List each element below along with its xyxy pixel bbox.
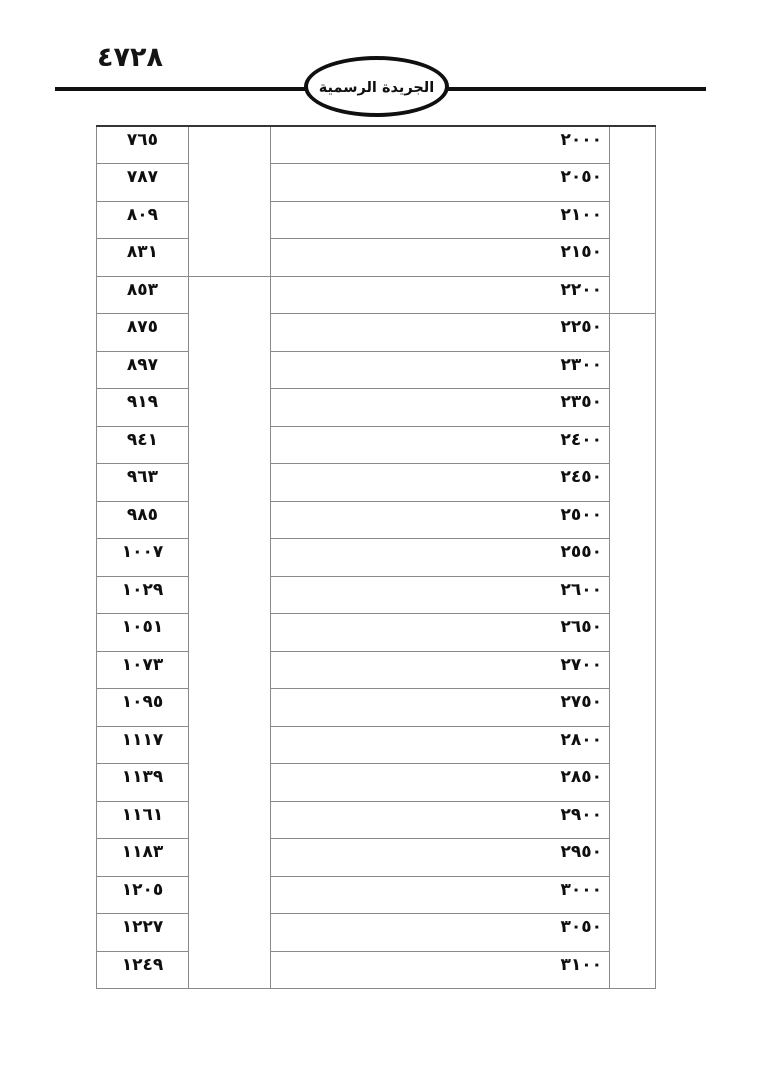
table-row: [97, 351, 656, 389]
left-value-cell: ١٠٩٥: [97, 689, 189, 727]
right-value-cell: ٢٣٥٠: [271, 389, 610, 427]
right-value-cell: ٢٥٥٠: [271, 539, 610, 577]
right-value-cell: ٢٢٥٠: [271, 314, 610, 352]
table-row: [97, 876, 656, 914]
left-value-cell: ٨٥٣: [97, 276, 189, 314]
table-row: [97, 201, 656, 239]
table-row: [97, 689, 656, 727]
left-value-cell: ٩١٩: [97, 389, 189, 427]
table-row: [97, 839, 656, 877]
right-value-cell: ٢٤٥٠: [271, 464, 610, 502]
left-value-cell: ١٢٢٧: [97, 914, 189, 952]
left-value-cell: ١٢٠٥: [97, 876, 189, 914]
values-table-body: [97, 126, 656, 989]
table-row: [97, 464, 656, 502]
left-value-cell: ٩٨٥: [97, 501, 189, 539]
table-row: [97, 164, 656, 202]
table-row: [97, 651, 656, 689]
page-number: ٤٧٢٨: [97, 42, 163, 73]
table-row: [97, 239, 656, 277]
left-value-cell: ١١٣٩: [97, 764, 189, 802]
left-value-cell: ٩٤١: [97, 426, 189, 464]
table-row: [97, 576, 656, 614]
table-row: [97, 726, 656, 764]
left-value-cell: ٨٧٥: [97, 314, 189, 352]
right-value-cell: ٢٠٠٠: [271, 126, 610, 164]
right-value-cell: ٢٨٥٠: [271, 764, 610, 802]
table-row: [97, 614, 656, 652]
table-row: [97, 501, 656, 539]
gazette-title: الجريدة الرسمية: [318, 80, 435, 96]
left-value-cell: ٨٣١: [97, 239, 189, 277]
right-value-cell: ٢٤٠٠: [271, 426, 610, 464]
left-value-cell: ٧٨٧: [97, 164, 189, 202]
left-value-cell: ١١٦١: [97, 801, 189, 839]
left-value-cell: ١١٨٣: [97, 839, 189, 877]
right-value-cell: ٢٧٠٠: [271, 651, 610, 689]
right-value-cell: ٣٠٠٠: [271, 876, 610, 914]
middle-spacer-cell: [189, 126, 271, 276]
table-row: [97, 914, 656, 952]
left-value-cell: ١٠٠٧: [97, 539, 189, 577]
right-value-cell: ٢٧٥٠: [271, 689, 610, 727]
right-value-cell: ٢٣٠٠: [271, 351, 610, 389]
table-row: [97, 764, 656, 802]
table-row: [97, 276, 656, 314]
right-value-cell: ٢٥٠٠: [271, 501, 610, 539]
left-value-cell: ١١١٧: [97, 726, 189, 764]
table-row: [97, 801, 656, 839]
right-value-cell: ٢٩٥٠: [271, 839, 610, 877]
gazette-title-ellipse: [304, 56, 449, 117]
right-spacer-cell: [610, 314, 656, 989]
right-value-cell: ٢١٠٠: [271, 201, 610, 239]
left-value-cell: ١٢٤٩: [97, 951, 189, 989]
left-value-cell: ١٠٥١: [97, 614, 189, 652]
right-value-cell: ٣١٠٠: [271, 951, 610, 989]
right-value-cell: ٣٠٥٠: [271, 914, 610, 952]
middle-spacer-cell: [189, 276, 271, 989]
values-table: [96, 125, 656, 989]
table-row: [97, 389, 656, 427]
right-value-cell: ٢٦٠٠: [271, 576, 610, 614]
table-row: [97, 951, 656, 989]
left-value-cell: ٨٠٩: [97, 201, 189, 239]
right-spacer-cell: [610, 126, 656, 314]
table-row: [97, 126, 656, 164]
left-value-cell: ٧٦٥: [97, 126, 189, 164]
left-value-cell: ٨٩٧: [97, 351, 189, 389]
left-value-cell: ١٠٧٣: [97, 651, 189, 689]
right-value-cell: ٢٦٥٠: [271, 614, 610, 652]
right-value-cell: ٢٢٠٠: [271, 276, 610, 314]
table-row: [97, 426, 656, 464]
right-value-cell: ٢٨٠٠: [271, 726, 610, 764]
right-value-cell: ٢١٥٠: [271, 239, 610, 277]
left-value-cell: ٩٦٣: [97, 464, 189, 502]
table-row: [97, 539, 656, 577]
left-value-cell: ١٠٢٩: [97, 576, 189, 614]
right-value-cell: ٢٠٥٠: [271, 164, 610, 202]
right-value-cell: ٢٩٠٠: [271, 801, 610, 839]
table-row: [97, 314, 656, 352]
